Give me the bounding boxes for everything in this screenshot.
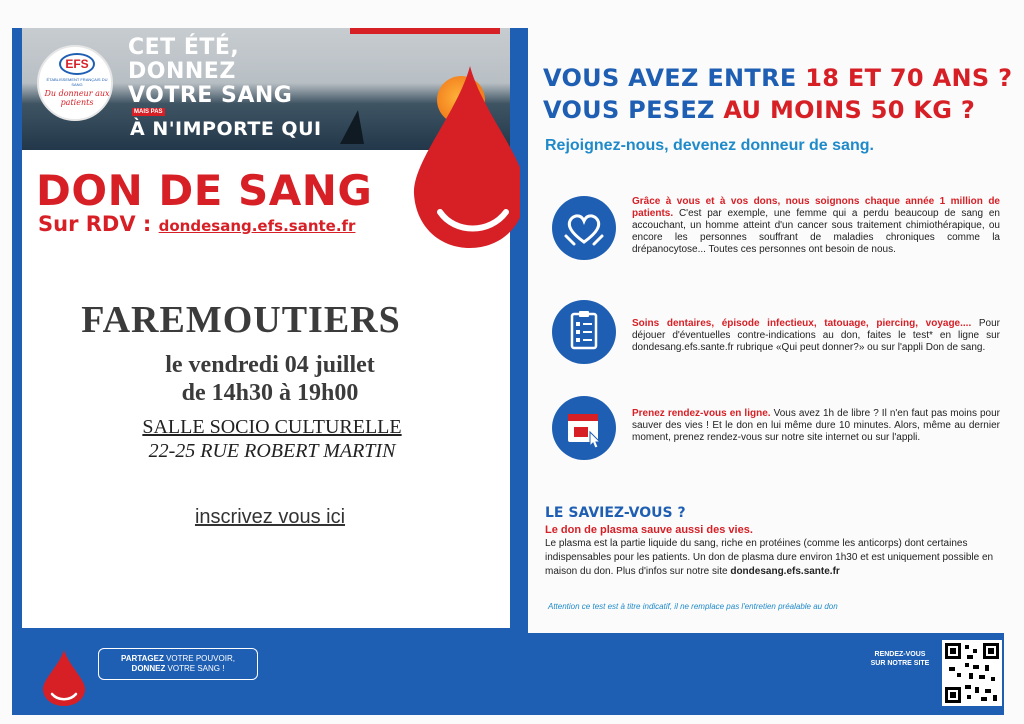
headline-line-3: VOTRE SANG	[128, 83, 293, 108]
item-patients-text	[632, 196, 1000, 256]
efs-logo-org: ÉTABLISSEMENT FRANÇAIS DU SANG	[46, 77, 108, 87]
mais-pas-tag: MAIS PAS	[134, 109, 163, 115]
share-line-2-bold: DONNEZ	[131, 664, 166, 673]
venue-name: SALLE SOCIO CULTURELLE	[142, 416, 402, 438]
don-de-sang-title: DON DE SANG	[36, 166, 373, 215]
plasma-title: Le don de plasma sauve aussi des vies.	[545, 524, 753, 536]
event-date: le vendredi 04 juillet	[165, 352, 375, 378]
join-tagline: Rejoignez-nous, devenez donneur de sang.	[545, 137, 874, 154]
summer-headline	[128, 36, 292, 108]
age-question	[543, 64, 1012, 92]
small-blood-drop-icon	[40, 648, 88, 708]
item-test-text	[632, 318, 1000, 354]
share-line-1-bold: PARTAGEZ	[121, 654, 164, 663]
rdv-site-label	[860, 650, 940, 668]
shark-fin-graphic	[340, 110, 364, 144]
efs-logo-slogan: Du donneur aux patients	[44, 89, 110, 107]
signup-link[interactable]: inscrivez vous ici	[194, 506, 346, 528]
share-slogan-box	[98, 648, 258, 680]
headline-line-1: CET ÉTÉ,	[128, 35, 240, 60]
venue-address: 22-25 RUE ROBERT MARTIN	[148, 440, 396, 462]
share-line-2-rest: VOTRE SANG !	[165, 664, 225, 673]
age-question-start: VOUS AVEZ ENTRE	[543, 64, 806, 92]
heart-hands-icon	[552, 196, 616, 260]
qr-code[interactable]	[942, 640, 1002, 706]
age-question-range: 18 ET 70 ANS ?	[805, 64, 1013, 92]
item-patients-highlight: Grâce à vous et à vos dons, nous soignons chaque année 1 million de patients.	[632, 196, 1000, 219]
blood-drop-icon	[410, 62, 530, 252]
headline-line-2: DONNEZ	[128, 59, 236, 84]
event-time: de 14h30 à 19h00	[181, 380, 359, 406]
item-appointment-highlight: Prenez rendez-vous en ligne.	[632, 408, 771, 419]
weight-question-start: VOUS PESEZ	[543, 96, 724, 124]
qr-code-icon	[945, 643, 999, 703]
rdv-site-line-1: RENDEZ-VOUS	[874, 651, 926, 658]
efs-logo	[37, 45, 113, 121]
weight-question	[543, 96, 975, 124]
item-test-body: Pour déjouer d'éventuelles contre-indications au don, faites le test* en ligne sur dondesang.efs.sante.fr rubrique «Qui peut donner?» ou sur l'appli Don de sang.	[632, 318, 1000, 353]
item-patients-body: C'est par exemple, une femme qui a perdu beaucoup de sang en accouchant, un homme atteint d'un cancer sous traitement chimiothérapique, ou encore les personnes souffrant de maladies chroniques comme la drépanocytose... Toutes ces personnes ont besoin de nous.	[632, 208, 1000, 255]
disclaimer-note: Attention ce test est à titre indicatif, il ne remplace pas l'entretien préalable au don	[548, 602, 838, 611]
item-appointment-body: Vous avez 1h de libre ? Il n'en faut pas moins pour sauver des vies ! Et le don en lui même dure 10 minutes. Alors, même au dernier moment, prenez rendez-vous sur notre site internet ou sur l'appli.	[632, 408, 1001, 443]
item-test-highlight: Soins dentaires, épisode infectieux, tatouage, piercing, voyage....	[632, 318, 972, 329]
city-name: FAREMOUTIERS	[81, 299, 401, 341]
plasma-body: Le plasma est la partie liquide du sang, riche en protéines (comme les anticorps) dont certaines indispensables pour les patients. Un don de plasma dure environ 1h30 et est uniquement possible en maison du don. Plus d'infos sur notre site	[545, 538, 994, 577]
top-red-tab	[350, 28, 500, 34]
plasma-website-link[interactable]: dondesang.efs.sante.fr	[730, 566, 840, 577]
rdv-site-line-2: SUR NOTRE SITE	[870, 660, 930, 667]
checklist-icon	[552, 300, 616, 364]
plasma-paragraph	[545, 537, 1000, 579]
rdv-label: Sur RDV	[38, 212, 136, 236]
saviez-vous-heading: LE SAVIEZ-VOUS ?	[545, 505, 686, 521]
share-line-1	[99, 654, 257, 664]
weight-question-min: AU MOINS 50 KG ?	[723, 96, 976, 124]
rdv-website-link[interactable]: dondesang.efs.sante.fr	[158, 217, 356, 235]
share-line-2	[99, 664, 257, 674]
rdv-separator: :	[135, 212, 159, 236]
right-edge-bar	[520, 28, 528, 633]
nimporte-qui-text: À N'IMPORTE QUI	[130, 118, 322, 140]
item-appointment-text	[632, 408, 1000, 444]
efs-logo-mark: EFS	[59, 53, 95, 75]
calendar-click-icon	[552, 396, 616, 460]
share-line-1-rest: VOTRE POUVOIR,	[163, 654, 235, 663]
rdv-line	[38, 212, 355, 236]
